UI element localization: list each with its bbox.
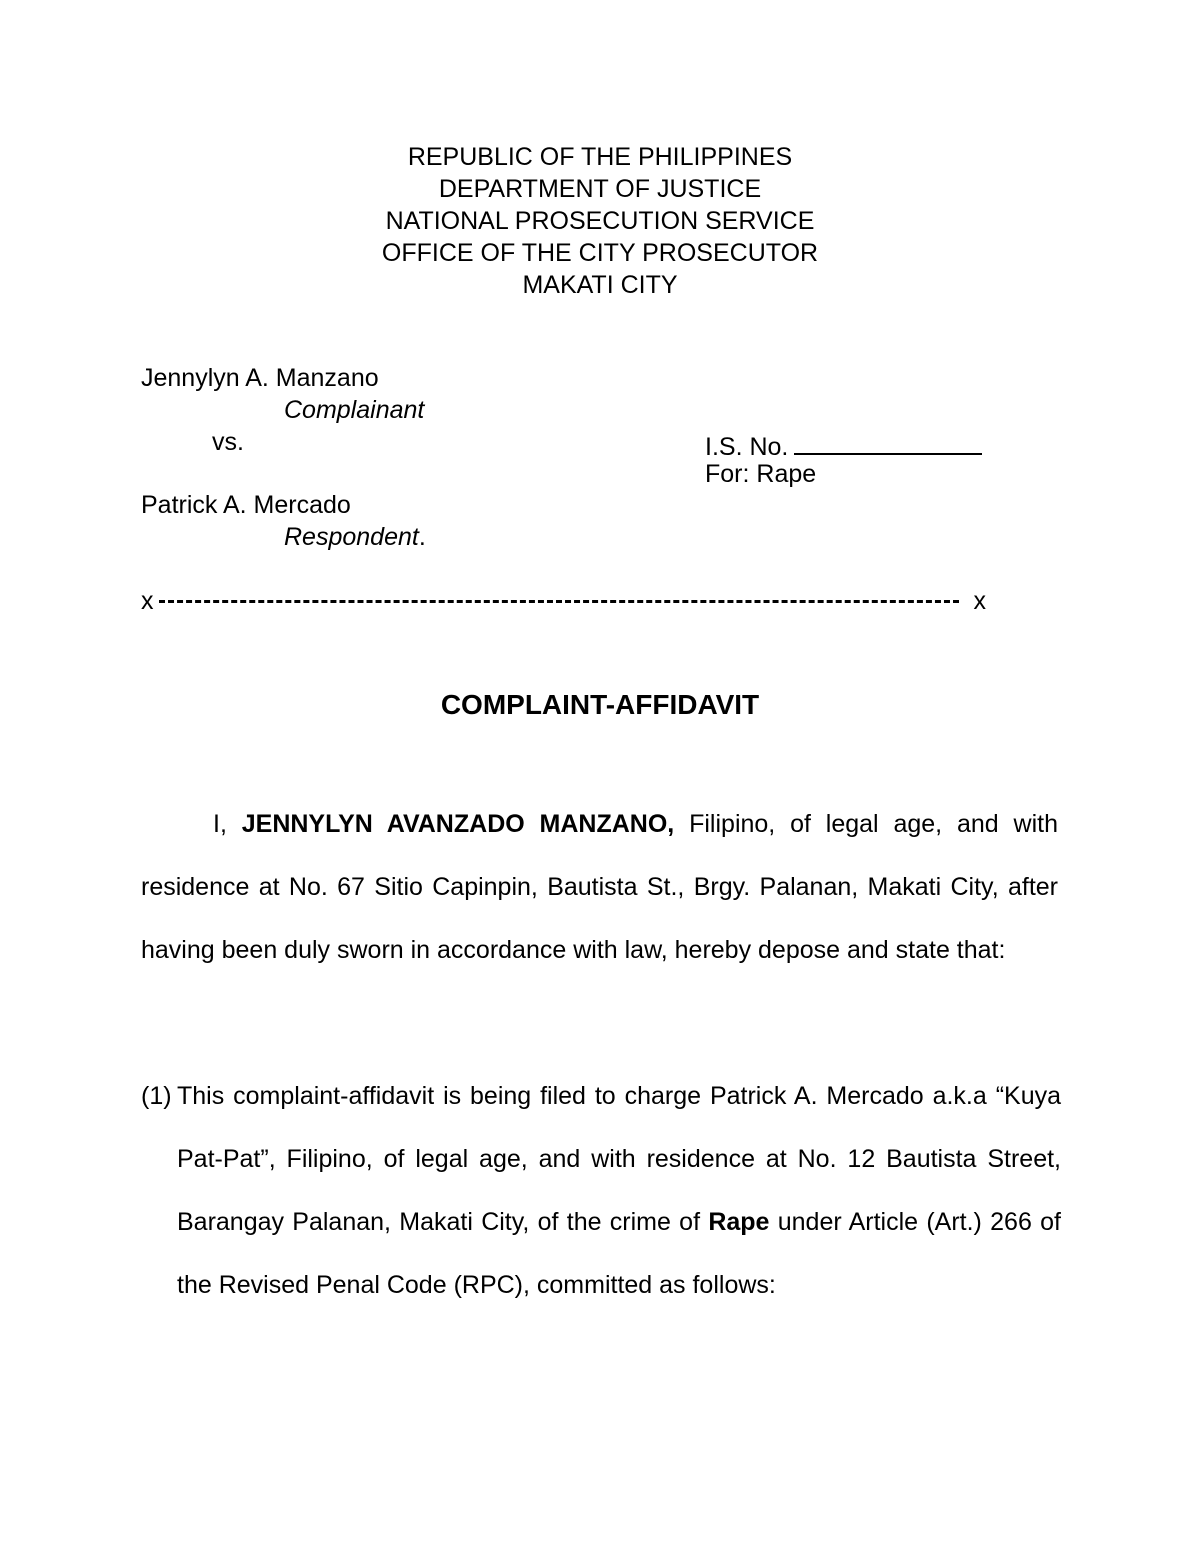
caption-separator — [141, 585, 986, 617]
document-header — [0, 141, 1200, 301]
crime-name: Rape — [708, 1208, 770, 1236]
respondent-period: . — [418, 523, 426, 551]
paragraph-text-after: under Article (Art.) 266 of the Revised Penal Code (RPC), committed as follows: — [177, 1208, 1061, 1299]
complainant-role: Complainant — [284, 396, 425, 424]
offense-label: For: Rape — [705, 460, 817, 488]
versus-label: vs. — [212, 428, 244, 456]
intro-text: Filipino, of legal age, and with residence at No. 67 Sitio Capinpin, Bautista St., Brgy. Palanan, Makati City, after having been duly sworn in accordance with law, hereby depose and state that: — [141, 810, 1058, 964]
separator-left-x: x — [141, 587, 154, 615]
is-number-blank — [794, 426, 982, 455]
separator-dashed-line — [159, 600, 959, 603]
document-title: COMPLAINT-AFFIDAVIT — [440, 689, 760, 720]
paragraph-text — [177, 1065, 1061, 1317]
respondent-role-line — [284, 521, 426, 553]
header-city: MAKATI CITY — [522, 271, 678, 299]
intro-paragraph — [141, 793, 1058, 982]
complainant-name: Jennylyn A. Manzano — [141, 364, 379, 392]
separator-right-x: x — [973, 587, 986, 615]
affiant-name: JENNYLYN AVANZADO MANZANO, — [241, 810, 675, 838]
respondent-name: Patrick A. Mercado — [141, 491, 351, 519]
paragraph-text-before: This complaint-affidavit is being filed to charge Patrick A. Mercado a.k.a “Kuya Pat-Pat”, Filipino, of legal age, and with residence at No. 12 Bautista Street, Barangay Palanan, Makati City, of the crime of — [177, 1082, 1061, 1236]
numbered-paragraph-1 — [141, 1065, 1061, 1317]
header-department: DEPARTMENT OF JUSTICE — [438, 175, 762, 203]
respondent-role: Respondent — [284, 523, 419, 551]
header-service: NATIONAL PROSECUTION SERVICE — [385, 207, 815, 235]
header-republic: REPUBLIC OF THE PHILIPPINES — [407, 143, 793, 171]
paragraph-number: (1) — [141, 1082, 172, 1110]
header-office: OFFICE OF THE CITY PROSECUTOR — [381, 239, 819, 267]
intro-prefix: I, — [213, 810, 242, 838]
is-number-label: I.S. No. — [705, 433, 789, 461]
